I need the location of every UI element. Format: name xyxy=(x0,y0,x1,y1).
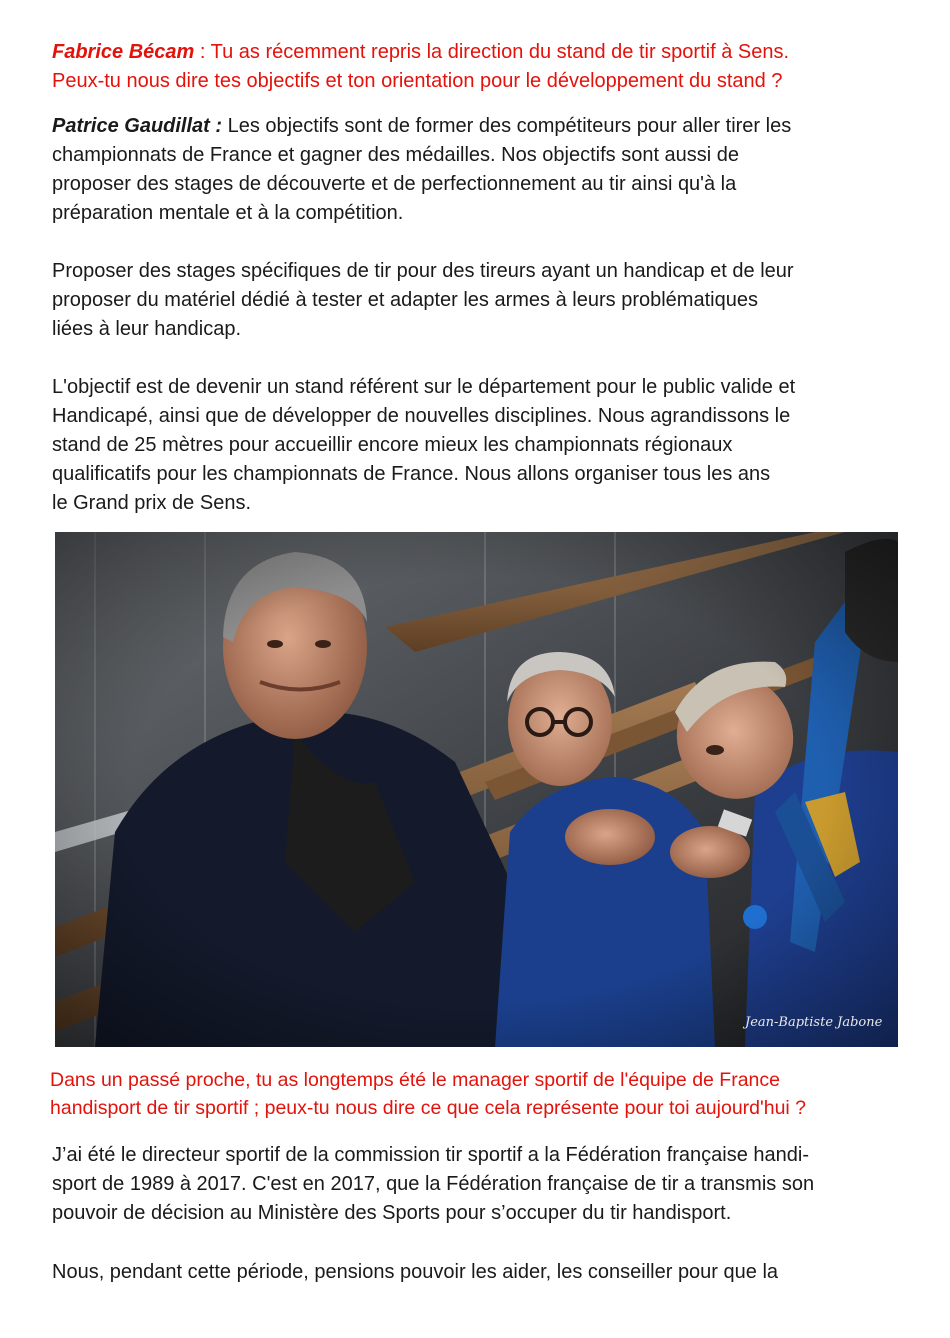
answer-3-line-1: L'objectif est de devenir un stand référent sur le département pour le public valide et xyxy=(52,376,796,398)
answer-2 xyxy=(52,257,912,344)
answer-3 xyxy=(52,373,912,518)
answer-3-line-3: stand de 25 mètres pour accueillir encore mieux les championnats régionaux xyxy=(52,434,733,456)
answer-4 xyxy=(52,1141,912,1228)
answer-1-line-2: championnats de France et gagner des médailles. Nos objectifs sont aussi de xyxy=(52,144,740,166)
answer-5-line-1: Nous, pendant cette période, pensions pouvoir les aider, les conseiller pour que la xyxy=(52,1261,779,1283)
interviewer-name: Fabrice Bécam xyxy=(52,41,195,63)
answer-3-line-2: Handicapé, ainsi que de développer de nouvelles disciplines. Nous agrandissons le xyxy=(52,405,791,427)
question-2-line-2: handisport de tir sportif ; peux-tu nous dire ce que cela représente pour toi aujourd'hui ? xyxy=(50,1097,807,1119)
answer-1-text-1: Les objectifs sont de former des compétiteurs pour aller tirer les xyxy=(222,115,792,137)
question-2-line-1: Dans un passé proche, tu as longtemps été le manager sportif de l'équipe de France xyxy=(50,1069,780,1091)
interviewee-name: Patrice Gaudillat : xyxy=(52,115,223,137)
photo-illustration xyxy=(55,532,898,1047)
question-1-separator: : xyxy=(194,41,211,63)
answer-4-line-3: pouvoir de décision au Ministère des Sports pour s’occuper du tir handisport. xyxy=(52,1202,732,1224)
answer-4-line-2: sport de 1989 à 2017. C'est en 2017, que la Fédération française de tir a transmis son xyxy=(52,1173,815,1195)
question-1-line-1 xyxy=(52,38,932,67)
question-1-line-2: Peux-tu nous dire tes objectifs et ton orientation pour le développement du stand ? xyxy=(52,70,783,92)
photo-shooting-coaches xyxy=(55,532,898,1047)
answer-2-line-2: proposer du matériel dédié à tester et adapter les armes à leurs problématiques xyxy=(52,289,758,311)
answer-1-line-3: proposer des stages de découverte et de perfectionnement au tir ainsi qu'à la xyxy=(52,173,737,195)
answer-2-line-3: liées à leur handicap. xyxy=(52,318,242,340)
answer-1-line-4: préparation mentale et à la compétition. xyxy=(52,202,404,224)
answer-3-line-5: le Grand prix de Sens. xyxy=(52,492,251,514)
question-1-text-1: Tu as récemment repris la direction du stand de tir sportif à Sens. xyxy=(210,41,790,63)
photo-credit: Jean-Baptiste Jabone xyxy=(745,1015,883,1030)
answer-4-line-1: J’ai été le directeur sportif de la commission tir sportif a la Fédération française handi- xyxy=(52,1144,810,1166)
answer-1-line-1 xyxy=(52,112,912,141)
question-2 xyxy=(50,1066,930,1122)
answer-3-line-4: qualificatifs pour les championnats de France. Nous allons organiser tous les ans xyxy=(52,463,771,485)
answer-1 xyxy=(52,112,912,228)
question-1 xyxy=(52,38,932,96)
answer-5 xyxy=(52,1258,912,1287)
answer-2-line-1: Proposer des stages spécifiques de tir pour des tireurs ayant un handicap et de leur xyxy=(52,260,794,282)
